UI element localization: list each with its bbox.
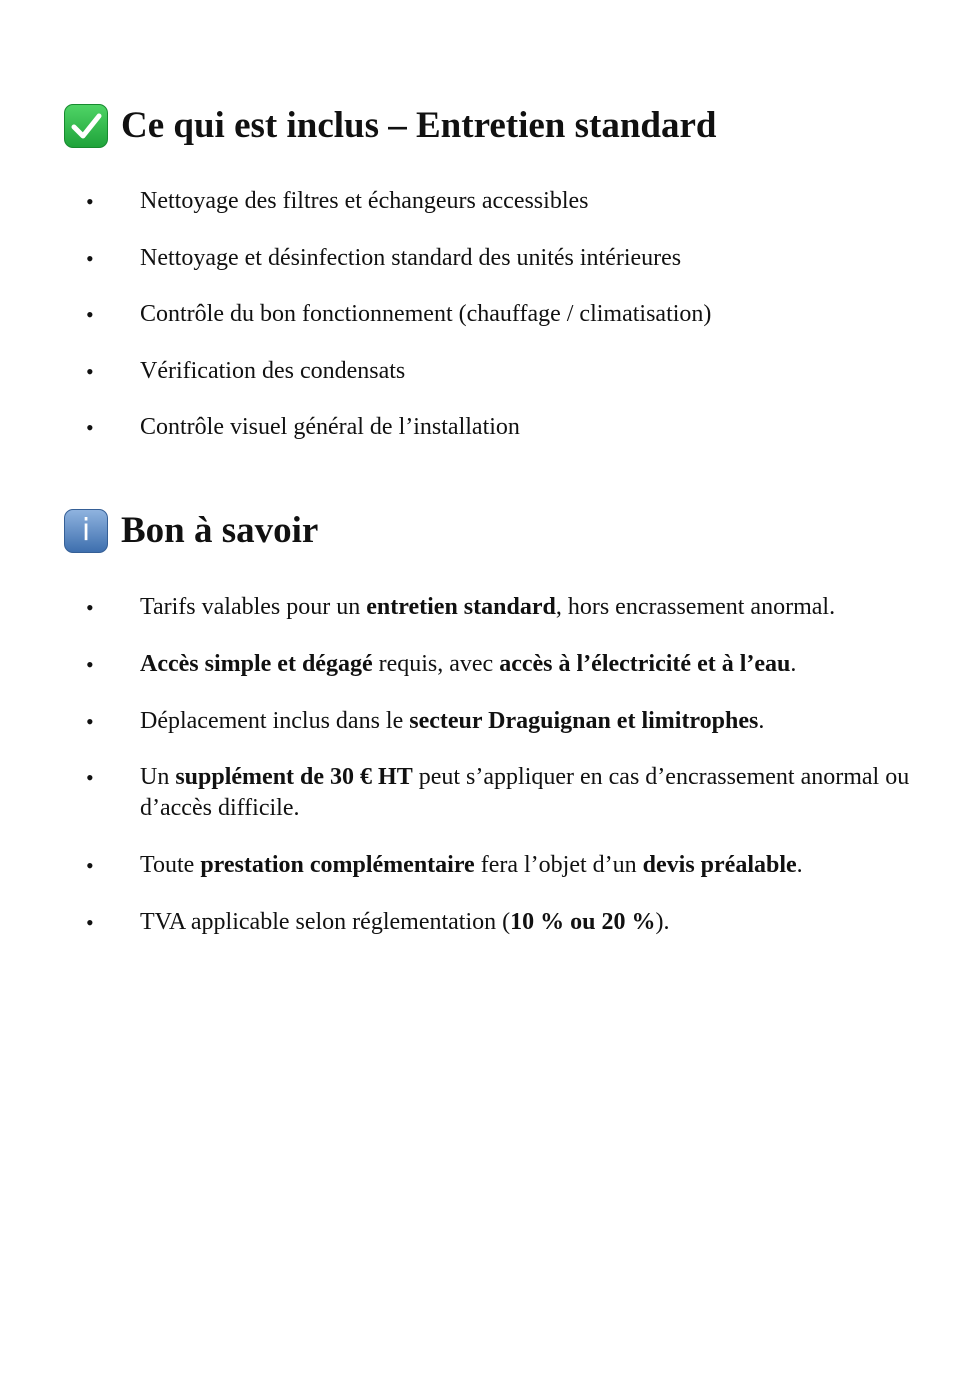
section-heading-info bbox=[64, 509, 318, 553]
text-run: TVA applicable selon réglementation ( bbox=[140, 908, 511, 935]
list-item bbox=[0, 186, 980, 217]
text-run: . bbox=[796, 852, 803, 879]
bullet-dot: • bbox=[86, 189, 94, 214]
list-item-text bbox=[140, 852, 803, 878]
list-item-text bbox=[140, 708, 764, 734]
list-item bbox=[0, 592, 980, 623]
text-run: fera l’objet d’un bbox=[474, 852, 643, 879]
list-item-text bbox=[140, 651, 796, 677]
list-item-text: Contrôle du bon fonctionnement (chauffage / climatisation) bbox=[140, 301, 712, 328]
check-box-icon bbox=[64, 104, 108, 148]
bold-text: entretien standard bbox=[366, 594, 556, 620]
list-item bbox=[0, 356, 980, 387]
information-glyph: i bbox=[81, 513, 91, 548]
bullet-dot: • bbox=[86, 909, 94, 935]
text-run: requis, avec bbox=[372, 650, 500, 677]
section-title-included: Ce qui est inclus – Entretien standard bbox=[121, 105, 717, 146]
information-icon bbox=[64, 509, 108, 553]
text-run: Toute bbox=[140, 852, 201, 879]
list-item-text bbox=[140, 764, 909, 821]
bold-text: supplément de 30 € HT bbox=[175, 764, 413, 791]
list-item-text: Nettoyage et désinfection standard des unités intérieures bbox=[140, 244, 682, 271]
list-item bbox=[0, 706, 980, 737]
list-item bbox=[0, 243, 980, 274]
text-run: . bbox=[790, 650, 797, 677]
bullet-dot: • bbox=[86, 415, 94, 441]
bullet-dot: • bbox=[86, 358, 94, 384]
bold-text: prestation complémentaire bbox=[200, 852, 475, 879]
bullet-dot: • bbox=[86, 302, 94, 328]
text-run: , hors encrassement anormal. bbox=[555, 594, 836, 620]
bullet-dot: • bbox=[86, 595, 94, 620]
bullet-dot: • bbox=[86, 853, 94, 879]
info-list bbox=[0, 592, 980, 964]
included-list bbox=[0, 186, 980, 469]
bullet-dot: • bbox=[86, 708, 94, 734]
list-item-text: Nettoyage des filtres et échangeurs accessibles bbox=[140, 188, 589, 214]
list-item bbox=[0, 850, 980, 881]
list-item bbox=[0, 762, 980, 824]
bullet-dot: • bbox=[86, 651, 94, 677]
list-item bbox=[0, 412, 980, 443]
bold-text: devis préalable bbox=[642, 852, 797, 879]
bold-text: accès à l’électricité et à l’eau bbox=[499, 650, 791, 677]
text-run: ). bbox=[655, 908, 670, 935]
text-run: . bbox=[758, 707, 765, 734]
list-item-text: Vérification des condensats bbox=[140, 357, 406, 384]
bold-text: Accès simple et dégagé bbox=[140, 650, 373, 677]
list-item bbox=[0, 299, 980, 330]
text-run: Un bbox=[140, 764, 176, 791]
bullet-dot: • bbox=[86, 245, 94, 271]
bold-text: 10 % ou 20 % bbox=[510, 908, 656, 935]
section-title-info: Bon à savoir bbox=[121, 510, 319, 551]
section-heading-included bbox=[64, 104, 717, 148]
bold-text: secteur Draguignan et limitrophes bbox=[409, 707, 759, 734]
text-run: peut s’appliquer en cas d’encrassement anormal ou d’accès difficile. bbox=[140, 764, 910, 822]
text-run: Déplacement inclus dans le bbox=[140, 707, 410, 734]
list-item-text: Contrôle visuel général de l’installation bbox=[140, 414, 520, 441]
list-item bbox=[0, 649, 980, 680]
list-item-text bbox=[140, 594, 835, 620]
text-run: Tarifs valables pour un bbox=[140, 594, 367, 620]
list-item bbox=[0, 907, 980, 938]
list-item-text bbox=[140, 909, 669, 935]
bullet-dot: • bbox=[86, 765, 94, 791]
